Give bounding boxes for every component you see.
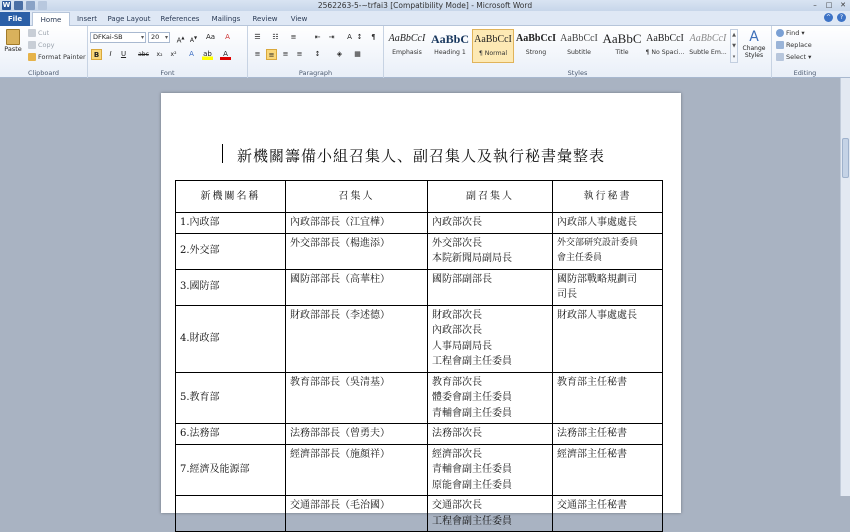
cell-agency: 5.教育部 [176,372,286,424]
table-header-row [176,181,663,213]
cell-secretary [553,496,663,532]
cell-line: 外交部部長（楊進添） [290,237,390,249]
subscript-button[interactable]: x₂ [156,51,163,58]
tab-view[interactable]: View [290,15,308,23]
style-heading-1[interactable] [429,29,471,63]
change-case-icon[interactable]: Aa [205,33,216,41]
font-name-value: DFKai-SB [93,33,123,41]
word-app-icon: W [2,1,11,9]
window-title: 2562263-5-~trfai3 [Compatibility Mode] - Microsoft Word [317,1,533,10]
asian-layout-icon[interactable]: A [347,33,352,41]
table-row [176,444,663,496]
cell-convener [286,496,428,532]
justify-icon[interactable]: ≡ [296,50,303,58]
cell-line: 外交部次長 [432,237,482,249]
style-title[interactable] [601,29,643,63]
maximize-button[interactable]: □ [825,1,833,9]
style-name: Subtle Em... [689,49,727,56]
cell-convener [286,269,428,305]
tab-page-layout[interactable]: Page Layout [107,15,151,23]
table-row [176,424,663,445]
select-icon [776,53,784,61]
cell-line: 內政部次長 [432,217,482,228]
header-agency: 新機關名稱 [176,181,286,213]
cell-line: 交通部部長（毛治國） [290,500,390,511]
find-label: Find [786,29,800,37]
cell-line: 會主任委員 [557,253,603,263]
font-color-icon[interactable]: A [220,49,231,60]
cell-agency: 7.經濟及能源部 [176,444,286,496]
document-page[interactable] [161,93,681,527]
document-area[interactable] [0,78,850,527]
style-name: Title [615,49,629,56]
ribbon-minimize-icon[interactable]: ^ [825,14,832,21]
clipboard-group [0,26,88,78]
paragraph-group [248,26,384,78]
select-label: Select [786,53,807,61]
format-painter-button[interactable] [28,53,86,61]
cell-line: 內政部人事處處長 [557,217,637,228]
cell-secretary [553,372,663,424]
align-center-icon[interactable]: ≡ [266,49,277,60]
shading-icon[interactable]: ◈ [336,50,343,58]
cell-line: 工程會副主任委員 [432,356,512,367]
cell-agency: 6.法務部 [176,424,286,445]
chevron-down-icon: ▾ [164,34,168,41]
align-right-icon[interactable]: ≡ [282,50,289,58]
cell-deputy [428,213,553,234]
style-emphasis[interactable] [386,29,428,63]
style-preview: AaBbCcI [689,33,727,44]
table-row [176,496,663,532]
cell-agency: 4.財政部 [176,305,286,372]
cell-line: 青輔會副主任委員 [432,407,512,419]
style-normal[interactable] [472,29,514,63]
cell-convener [286,444,428,496]
clipboard-group-label: Clipboard [27,69,60,77]
style-preview: AaBbCcI [388,33,426,44]
paste-icon [6,29,20,45]
style-name: Subtitle [567,49,591,56]
clear-formatting-icon[interactable]: A [225,33,230,41]
grow-font-icon[interactable]: A▲ [176,35,185,45]
change-styles-icon: A [749,29,759,45]
bold-button[interactable]: B [91,49,102,60]
replace-button[interactable] [776,41,812,49]
help-area [824,13,846,22]
align-left-icon[interactable]: ≡ [254,50,261,58]
cell-agency: 2.外交部 [176,233,286,269]
style-preview: AaBbCcI [560,33,598,44]
highlight-icon[interactable]: ab [203,50,212,58]
cell-agency [176,496,286,532]
cell-line: 國防部部長（高華柱） [290,273,390,285]
cell-line: 交通部主任秘書 [557,500,627,511]
cell-line: 法務部部長（曾勇夫） [290,428,390,439]
styles-group [384,26,772,78]
cell-secretary [553,424,663,445]
format-painter-label: Format Painter [38,53,86,61]
paintbrush-icon [28,53,36,61]
multilevel-list-icon[interactable]: ≡ [290,33,297,41]
text-effects-icon[interactable]: A [189,50,194,58]
numbering-icon[interactable]: ☷ [272,33,279,41]
cell-line: 財政部次長 [432,309,482,321]
table-row [176,305,663,372]
scrollbar-thumb[interactable] [842,138,849,178]
cell-secretary [553,305,663,372]
title-bar [0,0,850,11]
font-group-label: Font [160,69,175,77]
cell-convener [286,213,428,234]
ribbon [0,26,850,78]
table-row [176,233,663,269]
editing-group [772,26,838,78]
cell-line: 本院新聞局副局長 [432,253,512,264]
agency-table [175,180,663,532]
cell-convener [286,372,428,424]
style-name: Heading 1 [434,49,466,56]
header-deputy: 副召集人 [428,181,553,213]
editing-group-label: Editing [793,69,817,77]
paste-label: Paste [4,45,22,53]
header-convener: 召集人 [286,181,428,213]
cell-line: 內政部次長 [432,325,482,336]
line-spacing-icon[interactable]: ↕ [314,50,321,58]
cell-agency: 1.內政部 [176,213,286,234]
cell-line: 財政部人事處處長 [557,309,637,321]
cell-line: 教育部次長 [432,376,482,388]
cell-line: 法務部次長 [432,428,482,439]
chevron-down-icon: ▾ [140,34,144,41]
styles-group-label: Styles [567,69,588,77]
cut-label: Cut [38,29,50,37]
font-size-value: 20 [151,33,160,41]
superscript-button[interactable]: x² [170,51,177,58]
tab-insert[interactable]: Insert [76,15,98,23]
header-secretary: 執行秘書 [553,181,663,213]
style-preview: AaBbCcI [646,33,684,44]
cell-convener [286,424,428,445]
shrink-font-icon[interactable]: A▼ [189,35,198,44]
help-icon[interactable]: ? [837,13,846,22]
cell-line: 司長 [557,289,577,300]
style-name: ¶ No Spaci... [645,49,685,56]
style-subtitle[interactable] [558,29,600,63]
cell-line: 國防部副部長 [432,273,492,285]
show-marks-icon[interactable]: ¶ [371,33,376,41]
cell-deputy [428,233,553,269]
cell-secretary [553,444,663,496]
cell-line: 經濟部主任秘書 [557,448,627,460]
style-preview: AaBbC [430,32,469,46]
cell-line: 經濟部部長（施顏祥） [290,448,390,460]
change-styles-label: Change Styles [742,45,766,59]
increase-indent-icon[interactable]: ⇥ [328,33,335,41]
table-row [176,372,663,424]
style-preview: AaBbC [602,31,642,46]
find-button[interactable]: Find ▾ [776,29,805,37]
cell-convener [286,233,428,269]
cell-line: 法務部主任秘書 [557,428,627,439]
table-row [176,269,663,305]
cell-line: 工程會副主任委員 [432,515,512,527]
cell-line: 原能會副主任委員 [432,479,512,491]
decrease-indent-icon[interactable]: ⇤ [314,33,321,41]
cell-deputy [428,305,553,372]
style-strong[interactable] [515,29,557,63]
cell-line: 內政部部長（江宜樺） [290,217,390,228]
cell-line: 財政部部長（李述德） [290,309,390,321]
ribbon-tabs [0,11,850,26]
cell-line: 交通部次長 [432,500,482,511]
strikethrough-button[interactable]: abc [138,51,149,58]
cell-line: 青輔會副主任委員 [432,464,512,475]
cell-line: 國防部戰略規劃司 [557,273,637,285]
cell-secretary [553,213,663,234]
close-button[interactable]: ✕ [840,1,846,9]
style-no-spacing[interactable] [644,29,686,63]
tab-home[interactable]: Home [32,12,70,26]
sort-icon[interactable]: ↕ [356,33,363,41]
cell-deputy [428,372,553,424]
cell-line: 經濟部次長 [432,448,482,460]
change-styles-button[interactable] [738,29,770,65]
tab-review[interactable]: Review [252,15,278,23]
paragraph-group-label: Paragraph [298,69,333,77]
cell-deputy [428,424,553,445]
cell-line: 外交部研究設計委員 [557,237,639,248]
cell-deputy [428,269,553,305]
scissors-icon [28,29,36,37]
copy-label: Copy [38,41,55,49]
cell-convener [286,305,428,372]
copy-button[interactable] [28,41,55,49]
cell-deputy [428,496,553,532]
cut-button[interactable] [28,29,49,37]
style-subtle-emphasis[interactable] [687,29,729,63]
tab-file[interactable]: File [0,12,30,26]
font-name-combo[interactable] [90,32,146,43]
window-controls [808,0,850,10]
replace-icon [776,41,784,49]
style-preview: AaBbCcI [515,33,556,44]
underline-button[interactable]: U [120,50,127,58]
magnifier-icon [776,29,784,37]
cell-line: 體委會副主任委員 [432,392,512,403]
style-name: Emphasis [392,49,422,56]
font-size-combo[interactable] [148,32,170,43]
cell-line: 人事局副局長 [432,340,492,352]
minimize-button[interactable]: – [813,1,817,9]
cell-agency: 3.國防部 [176,269,286,305]
replace-label: Replace [786,41,812,49]
style-name: Strong [525,49,547,56]
bullets-icon[interactable]: ☰ [254,33,261,41]
cell-line: 教育部部長（吳清基） [290,376,390,388]
tab-mailings[interactable]: Mailings [211,15,241,23]
paste-button[interactable] [3,29,23,59]
cell-line: 教育部主任秘書 [557,376,627,388]
italic-button[interactable]: I [109,50,112,58]
style-name: ¶ Normal [478,50,508,57]
cell-deputy [428,444,553,496]
tab-references[interactable]: References [160,15,200,23]
document-title: 新機關籌備小組召集人、副召集人及執行秘書彙整表 [236,147,605,165]
table-row [176,213,663,234]
vertical-scrollbar[interactable] [840,78,850,496]
cell-secretary [553,269,663,305]
copy-icon [28,41,36,49]
cell-secretary [553,233,663,269]
style-preview: AaBbCcI [474,34,512,45]
styles-scroll[interactable]: ▲ ▼ ▾ [730,29,738,63]
borders-icon[interactable]: ▦ [354,50,361,58]
font-group [88,26,248,78]
select-button[interactable]: Select ▾ [776,53,811,61]
